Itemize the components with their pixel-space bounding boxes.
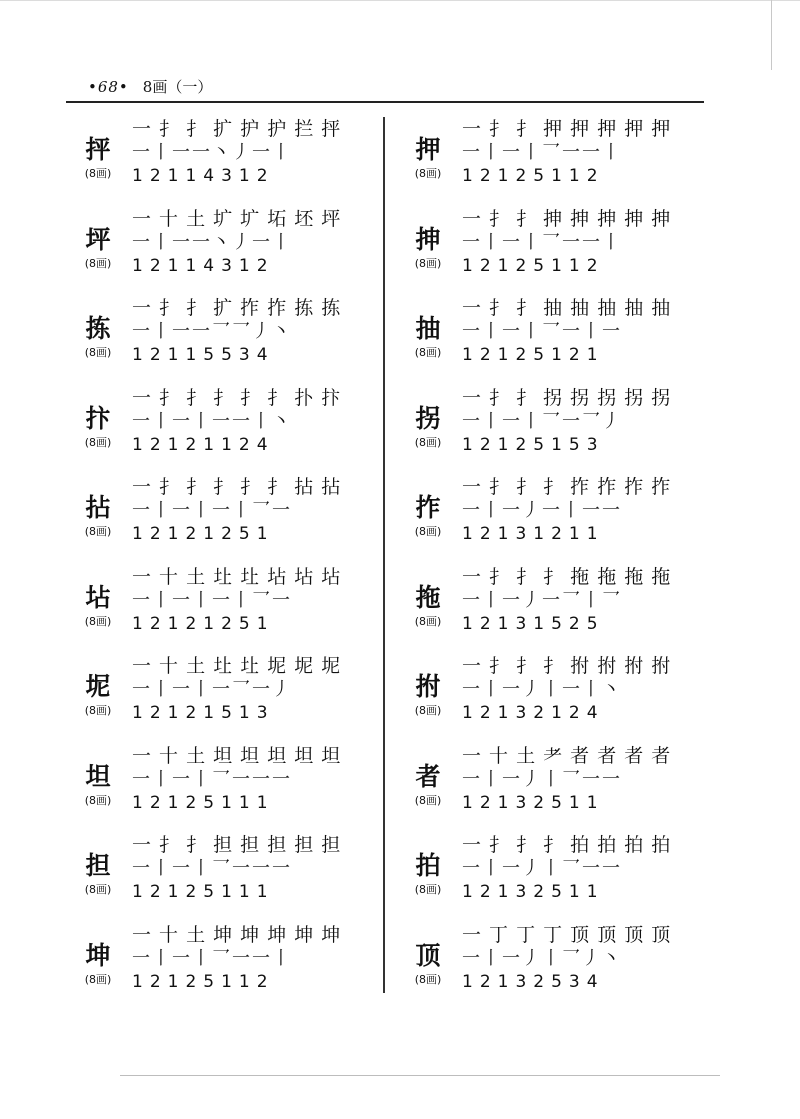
stroke-order-sequence: 一 扌 扌 担 担 担 担 担 <box>132 834 342 856</box>
stroke-names: 一丨一丨一一丨丶 <box>132 411 292 432</box>
stroke-order-sequence: 一 扌 扌 扌 拖 拖 拖 拖 <box>462 566 672 588</box>
stroke-count: (8画) <box>84 346 112 359</box>
stroke-names: 一丨一丨乛一一丨 <box>462 142 622 163</box>
scan-edge-right <box>771 0 772 70</box>
stroke-codes: 12114312 <box>132 166 275 186</box>
stroke-codes: 12131211 <box>462 524 605 544</box>
stroke-names: 一丨一丨一丨乛一 <box>132 500 292 521</box>
stroke-names: 一丨一丨一乛一丿 <box>132 679 292 700</box>
stroke-codes: 12125112 <box>462 256 605 276</box>
stroke-order-sequence: 一 扌 扌 拐 拐 拐 拐 拐 <box>462 387 672 409</box>
character-entry <box>80 475 380 547</box>
stroke-codes: 12121513 <box>132 703 275 723</box>
stroke-count: (8画) <box>414 257 442 270</box>
stroke-names: 一丨一丿丨乛一一 <box>462 858 622 879</box>
stroke-order-sequence: 一 十 土 坦 坦 坦 坦 坦 <box>132 745 342 767</box>
headword-character: 拐 <box>415 404 441 433</box>
stroke-order-sequence: 一 扌 扌 抽 抽 抽 抽 抽 <box>462 297 672 319</box>
headword-character: 坪 <box>85 225 111 254</box>
stroke-count: (8画) <box>414 883 442 896</box>
stroke-count: (8画) <box>84 973 112 986</box>
stroke-count: (8画) <box>414 615 442 628</box>
stroke-count: (8画) <box>84 883 112 896</box>
stroke-codes: 12125121 <box>462 345 605 365</box>
stroke-names: 一丨一丨乛一一丨 <box>132 948 292 969</box>
stroke-order-sequence: 一 扌 扌 扩 护 护 拦 抨 <box>132 118 342 140</box>
headword-character: 抃 <box>85 404 111 433</box>
stroke-names: 一丨一丨乛一乛丿 <box>462 411 622 432</box>
stroke-count: (8画) <box>414 704 442 717</box>
stroke-codes: 12121251 <box>132 614 275 634</box>
headword-character: 坭 <box>85 672 111 701</box>
character-entry <box>80 207 380 279</box>
stroke-names: 一丨一丨乛一丨一 <box>462 321 622 342</box>
character-entry <box>80 117 380 189</box>
headword-character: 者 <box>415 762 441 791</box>
stroke-codes: 12125111 <box>132 882 275 902</box>
headword-character: 拊 <box>415 672 441 701</box>
stroke-names: 一丨一丿丨乛一一 <box>462 769 622 790</box>
character-entry <box>80 296 380 368</box>
headword-character: 拣 <box>85 314 111 343</box>
column-divider <box>383 117 385 993</box>
stroke-order-sequence: 一 丁 丁 丁 顶 顶 顶 顶 <box>462 924 672 946</box>
stroke-codes: 12132534 <box>462 972 605 992</box>
stroke-order-sequence: 一 扌 扌 抻 抻 抻 抻 抻 <box>462 208 672 230</box>
stroke-names: 一丨一丨乛一一丨 <box>462 232 622 253</box>
stroke-count: (8画) <box>414 167 442 180</box>
stroke-codes: 12125111 <box>132 793 275 813</box>
stroke-count: (8画) <box>84 525 112 538</box>
footer-rule <box>120 1075 720 1076</box>
character-entry <box>80 923 380 995</box>
character-entry <box>80 565 380 637</box>
character-entry <box>410 565 710 637</box>
stroke-count: (8画) <box>84 257 112 270</box>
stroke-names: 一丨一一丶丿一丨 <box>132 142 292 163</box>
character-entry <box>410 923 710 995</box>
headword-character: 押 <box>415 135 441 164</box>
headword-character: 拈 <box>85 493 111 522</box>
page-header <box>88 76 212 102</box>
headword-character: 坤 <box>85 941 111 970</box>
character-entry <box>80 654 380 726</box>
stroke-count: (8画) <box>84 794 112 807</box>
stroke-codes: 12131525 <box>462 614 605 634</box>
character-entry <box>410 833 710 905</box>
character-entry <box>80 833 380 905</box>
stroke-names: 一丨一丿一乛丨乛 <box>462 590 622 611</box>
character-entry <box>410 744 710 816</box>
stroke-codes: 12125112 <box>462 166 605 186</box>
headword-character: 抨 <box>85 135 111 164</box>
stroke-codes: 12132511 <box>462 882 605 902</box>
character-entry <box>410 475 710 547</box>
headword-character: 抻 <box>415 225 441 254</box>
stroke-order-sequence: 一 扌 扌 押 押 押 押 押 <box>462 118 672 140</box>
stroke-codes: 12115534 <box>132 345 275 365</box>
section-title: 8画（一） <box>142 78 213 96</box>
character-entry <box>410 207 710 279</box>
headword-character: 坦 <box>85 762 111 791</box>
stroke-codes: 12121124 <box>132 435 275 455</box>
stroke-names: 一丨一一乛乛丿丶 <box>132 321 292 342</box>
stroke-order-sequence: 一 扌 扌 扩 拃 拃 拣 拣 <box>132 297 342 319</box>
stroke-codes: 12121251 <box>132 524 275 544</box>
header-rule <box>66 101 704 103</box>
stroke-order-sequence: 一 十 土 圵 圵 坫 坫 坫 <box>132 566 342 588</box>
stroke-names: 一丨一丨一丨乛一 <box>132 590 292 611</box>
stroke-order-sequence: 一 十 土 坤 坤 坤 坤 坤 <box>132 924 342 946</box>
stroke-order-sequence: 一 扌 扌 扌 扌 扌 扑 抃 <box>132 387 342 409</box>
character-entry <box>410 654 710 726</box>
stroke-names: 一丨一丿丨乛丿丶 <box>462 948 622 969</box>
stroke-names: 一丨一丿丨一丨丶 <box>462 679 622 700</box>
stroke-count: (8画) <box>84 615 112 628</box>
scan-edge-top <box>0 0 800 1</box>
character-entry <box>410 296 710 368</box>
headword-character: 拍 <box>415 851 441 880</box>
stroke-names: 一丨一一丶丿一丨 <box>132 232 292 253</box>
headword-character: 拖 <box>415 583 441 612</box>
stroke-count: (8画) <box>414 973 442 986</box>
stroke-codes: 12132124 <box>462 703 605 723</box>
stroke-codes: 12114312 <box>132 256 275 276</box>
stroke-count: (8画) <box>414 436 442 449</box>
headword-character: 拃 <box>415 493 441 522</box>
stroke-count: (8画) <box>414 346 442 359</box>
stroke-order-sequence: 一 扌 扌 扌 拍 拍 拍 拍 <box>462 834 672 856</box>
stroke-order-sequence: 一 扌 扌 扌 拊 拊 拊 拊 <box>462 655 672 677</box>
character-entry <box>410 117 710 189</box>
stroke-order-sequence: 一 扌 扌 扌 扌 扌 拈 拈 <box>132 476 342 498</box>
headword-character: 顶 <box>415 941 441 970</box>
headword-character: 坫 <box>85 583 111 612</box>
stroke-codes: 12132511 <box>462 793 605 813</box>
headword-character: 抽 <box>415 314 441 343</box>
stroke-count: (8画) <box>84 167 112 180</box>
stroke-count: (8画) <box>414 794 442 807</box>
stroke-names: 一丨一丨乛一一一 <box>132 858 292 879</box>
headword-character: 担 <box>85 851 111 880</box>
stroke-names: 一丨一丨乛一一一 <box>132 769 292 790</box>
character-entry <box>410 386 710 458</box>
character-entry <box>80 744 380 816</box>
stroke-codes: 12125153 <box>462 435 605 455</box>
stroke-codes: 12125112 <box>132 972 275 992</box>
stroke-order-sequence: 一 十 土 圵 圵 坭 坭 坭 <box>132 655 342 677</box>
stroke-names: 一丨一丿一丨一一 <box>462 500 622 521</box>
stroke-count: (8画) <box>414 525 442 538</box>
stroke-count: (8画) <box>84 436 112 449</box>
stroke-order-sequence: 一 十 土 圹 圹 坧 坯 坪 <box>132 208 342 230</box>
page-number: •68• <box>88 78 129 96</box>
stroke-count: (8画) <box>84 704 112 717</box>
character-entry <box>80 386 380 458</box>
stroke-order-sequence: 一 扌 扌 扌 拃 拃 拃 拃 <box>462 476 672 498</box>
stroke-order-sequence: 一 十 土 耂 者 者 者 者 <box>462 745 672 767</box>
